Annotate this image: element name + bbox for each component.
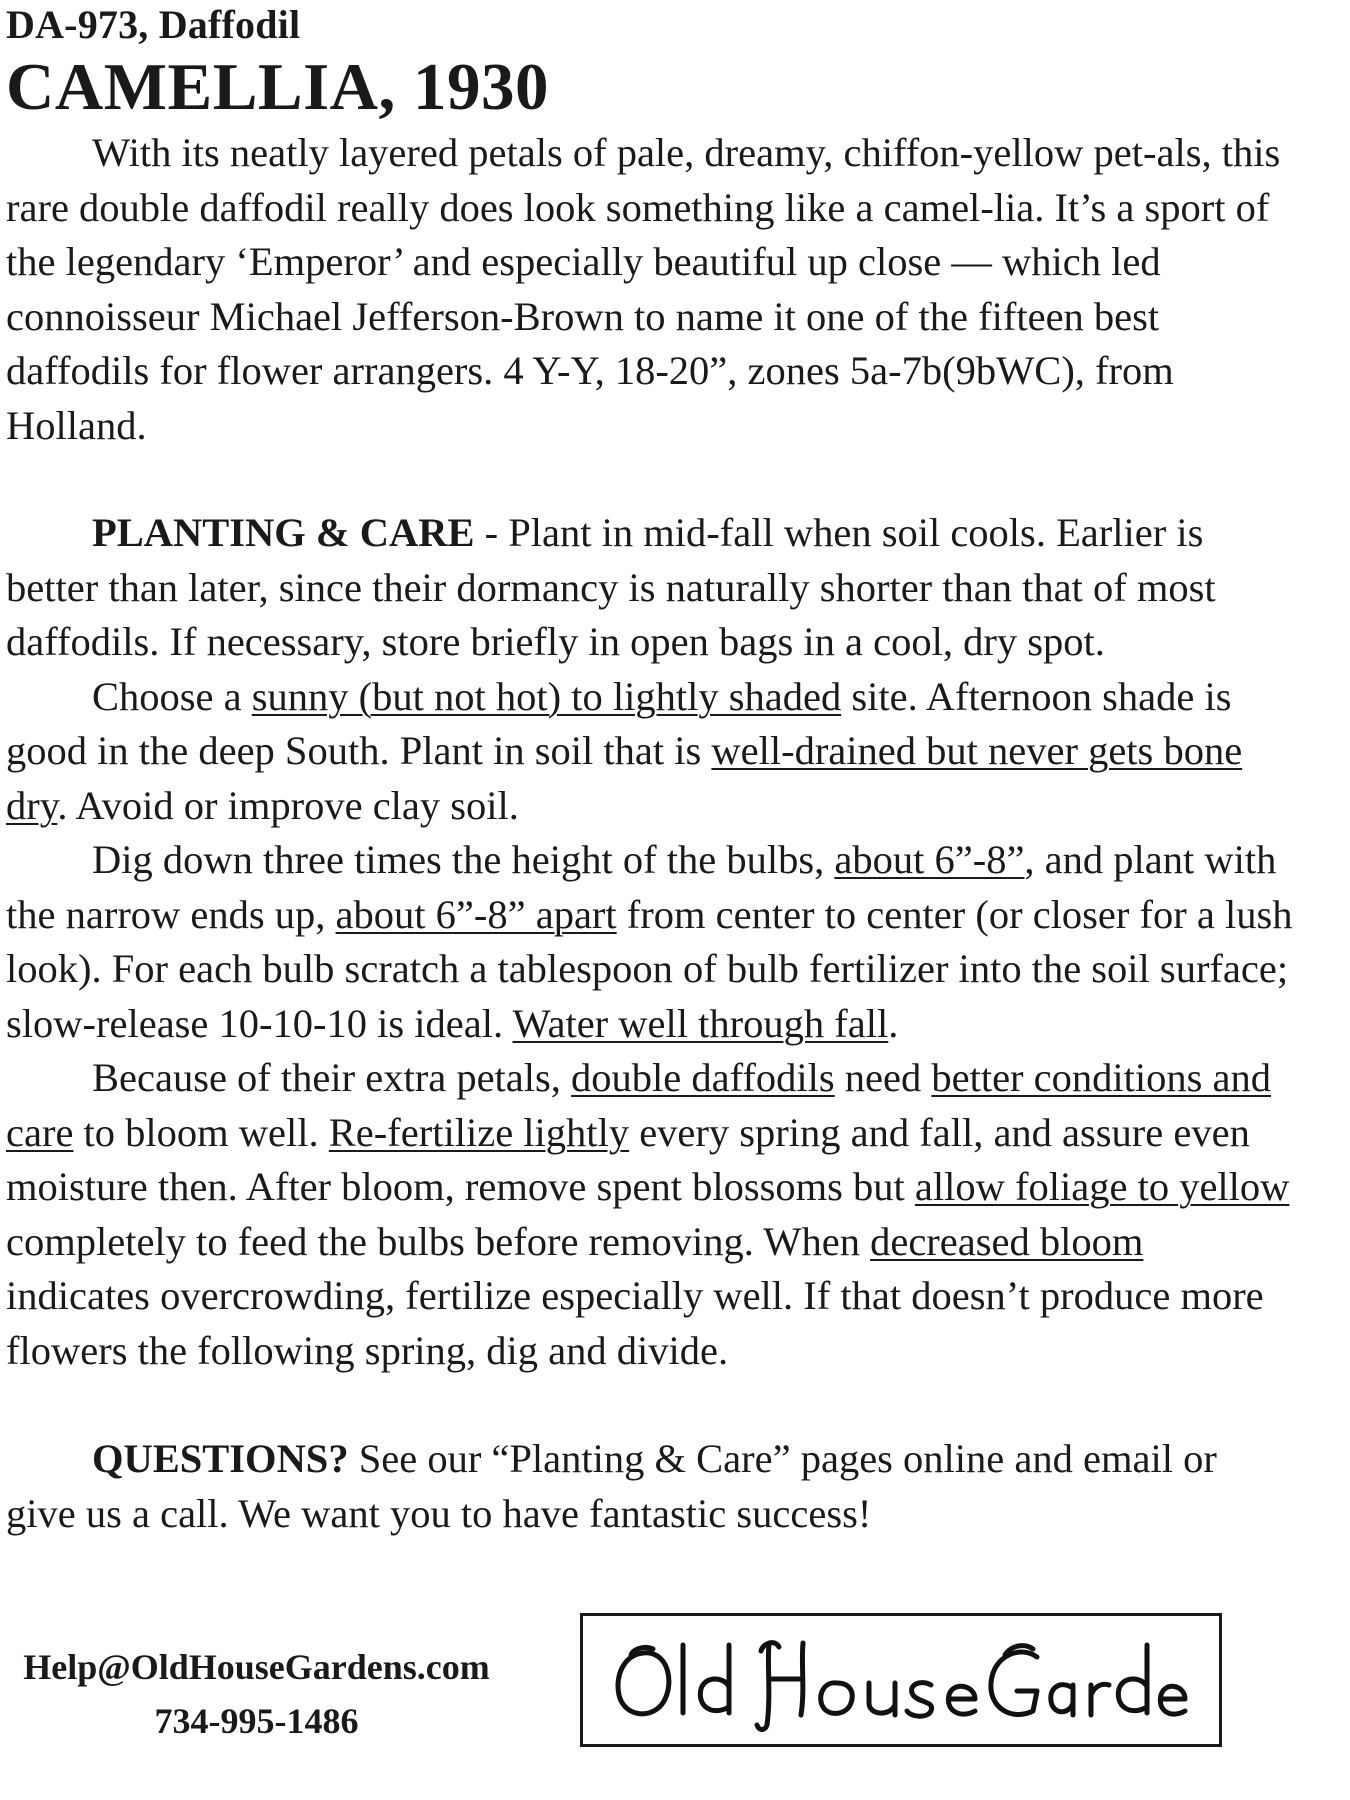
care-underline-3: Re-fertilize lightly	[328, 1109, 630, 1155]
site-text-2: site. Afternoon shade is good in the deep South. Plant in soil that is	[6, 673, 1232, 773]
site-paragraph	[6, 670, 1296, 834]
planting-text-4: .	[888, 1000, 899, 1046]
site-text-1: Choose a	[92, 673, 252, 719]
item-code: DA-973, Daffodil	[6, 2, 301, 47]
planting-underline-2: about 6”-8” apart	[335, 891, 617, 937]
contact-email[interactable]: Help@OldHouseGardens.com	[23, 1647, 490, 1687]
planting-text-3: from center to center (or closer for a lush look). For each bulb scratch a tablespoon of bulb fertilizer into the soil surface; slow-release 10-10-10 is ideal.	[6, 891, 1293, 1046]
care-text-2: need	[834, 1055, 932, 1100]
questions-heading: QUESTIONS?	[92, 1436, 349, 1481]
planting-underline-1: about 6”-8”	[834, 837, 1025, 882]
site-text-3: . Avoid or improve clay soil.	[57, 782, 519, 828]
contact-phone[interactable]: 734-995-1486	[154, 1701, 359, 1741]
care-text-5: completely to feed the bulbs before removing. When	[6, 1218, 871, 1264]
site-underline-1: sunny (but not hot) to lightly shaded	[251, 673, 842, 719]
site-underline-2: well-drained but never gets bone dry	[6, 728, 1243, 828]
brand-logo	[580, 1613, 1222, 1747]
care-underline-1: double daffodils	[571, 1055, 835, 1100]
planting-care-paragraph	[6, 506, 1296, 670]
care-underline-5: decreased bloom	[870, 1218, 1144, 1264]
care-text-3: to bloom well.	[73, 1109, 329, 1155]
contact-block	[4, 1640, 509, 1748]
description-paragraph: With its neatly layered petals of pale, dreamy, chiffon-yellow pet-als, this rare double daffodil really does look something like a camel-lia. It’s a sport of the legendary ‘Emperor’ and especially beautiful up close — which led connoisseur Michael Jefferson-Brown to name it one of the fifteen best daffodils for flower arrangers. 4 Y-Y, 18-20”, zones 5a-7b(9bWC), from Holland.	[6, 130, 1281, 448]
questions-paragraph	[6, 1432, 1296, 1541]
care-paragraph	[6, 1051, 1296, 1378]
brand-logo-wordmark	[601, 1625, 1201, 1735]
questions-text: See our “Planting & Care” pages online and email or give us a call. We want you to have fantastic success!	[6, 1436, 1217, 1536]
page-title: CAMELLIA, 1930	[6, 50, 550, 124]
planting-text-2: , and plant with the narrow ends up,	[6, 837, 1277, 937]
info-sheet	[6, 0, 1296, 1541]
planting-care-intro: - Plant in mid-fall when soil cools. Earlier is better than later, since their dormancy is naturally shorter than that of most daffodils. If necessary, store briefly in open bags in a cool, dry spot.	[6, 510, 1216, 664]
care-text-4: every spring and fall, and assure even moisture then. After bloom, remove spent blossoms but	[6, 1109, 1250, 1209]
care-text-1: Because of their extra petals,	[92, 1055, 572, 1100]
planting-text-1: Dig down three times the height of the bulbs,	[92, 837, 835, 882]
care-underline-4: allow foliage to yellow	[914, 1164, 1290, 1209]
care-text-6: indicates overcrowding, fertilize especially well. If that doesn’t produce more flowers the following spring, dig and divide.	[6, 1273, 1264, 1373]
care-underline-2: better conditions and care	[6, 1055, 1272, 1155]
planting-care-heading: PLANTING & CARE	[92, 510, 475, 555]
planting-paragraph	[6, 833, 1296, 1051]
planting-underline-3: Water well through fall	[512, 1000, 889, 1046]
